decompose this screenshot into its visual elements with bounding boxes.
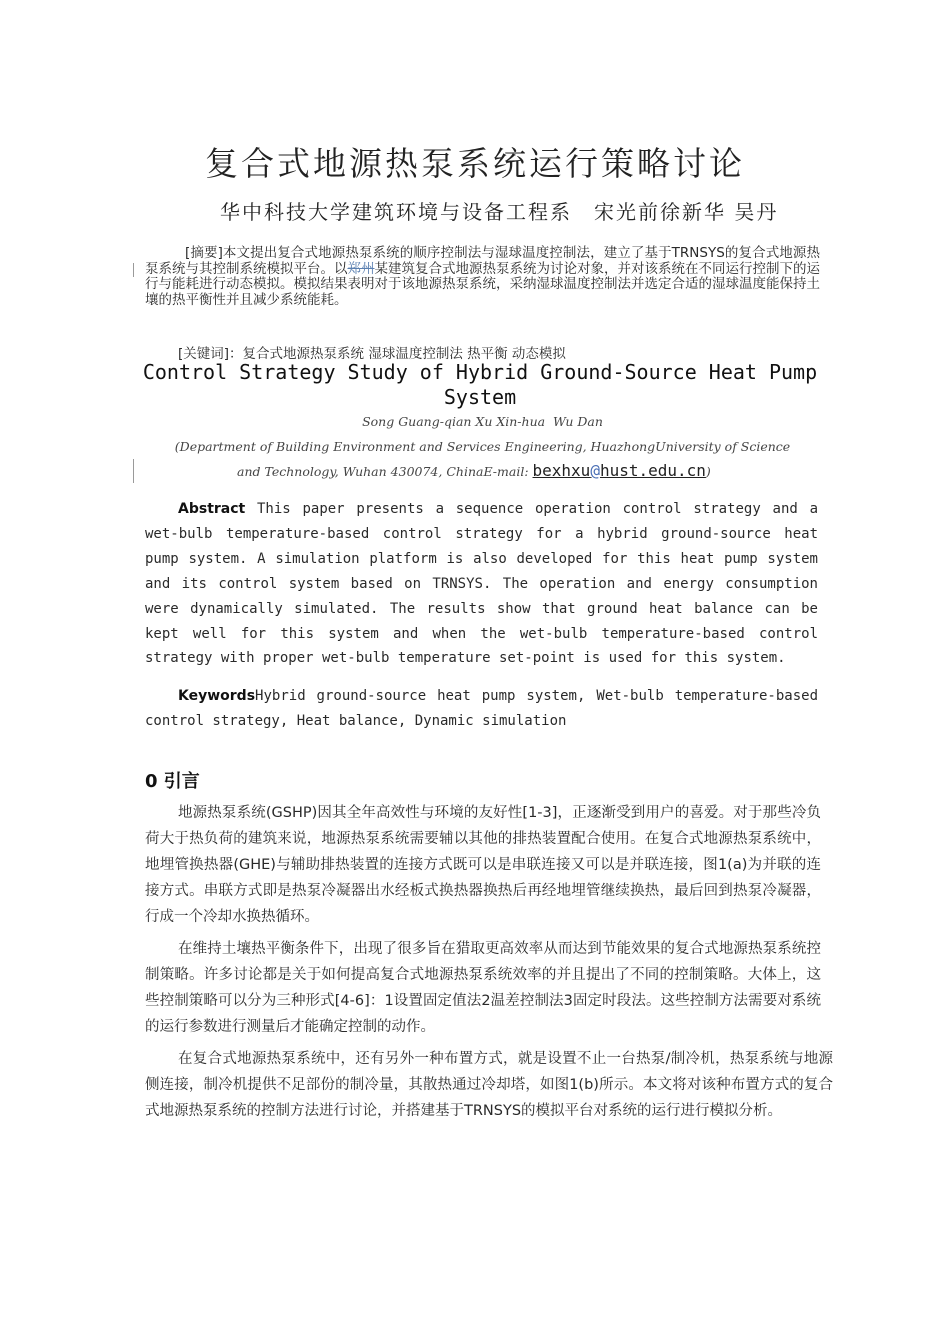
author-names-en: Song Guang-qian Xu Xin-hua Wu Dan xyxy=(362,414,603,429)
keywords-en xyxy=(145,684,818,734)
affiliation-cn: 华中科技大学建筑环境与设备工程系 xyxy=(220,200,572,224)
affiliation-en-line1: (Department of Building Environment and Services Engineering, HuazhongUniversity of Science xyxy=(174,439,791,454)
body-paragraph-3: 在复合式地源热泵系统中，还有另外一种布置方式，就是设置不止一台热泵/制冷机，热泵系统与地源侧连接，制冷机提供不足部份的制冷量，其散热通过冷却塔，如图1(b)所示。本文将对该种布置方式的复合式地源热泵系统的控制方法进行讨论，并搭建基于TRNSYS的模拟平台对系统的运行进行模拟分析。 xyxy=(145,1051,833,1119)
email-at: @ xyxy=(590,461,600,480)
email-link[interactable] xyxy=(533,461,706,480)
paper-title: 复合式地源热泵系统运行策略讨论 xyxy=(205,144,745,183)
keywords-cn: [关键词]：复合式地源热泵系统 湿球温度控制法 热平衡 动态模拟 xyxy=(178,346,566,362)
email-user: bexhxu xyxy=(532,461,591,480)
affiliation-en-line2 xyxy=(237,461,711,480)
abstract-cn-part2: 某建筑复合式地源热泵系统为讨论对象，并对该系统在不同运行控制下的运行与能耗进行动态模拟。模拟结果表明对于该地源热泵系统，采纳湿球温度控制法并选定合适的湿球温度能保持土壤的热平衡性并且减少系统能耗。 xyxy=(145,260,820,308)
affiliation-en-text: and Technology, Wuhan 430074, ChinaE-mail: xyxy=(237,464,533,479)
section-heading-intro: 0 引言 xyxy=(145,771,200,792)
abstract-cn-place: 郑州 xyxy=(347,260,375,277)
abstract-en xyxy=(145,497,818,671)
body-paragraph-1: 地源热泵系统(GSHP)因其全年高效性与环境的友好性[1-3]，正逐渐受到用户的喜爱。对于那些冷负荷大于热负荷的建筑来说，地源热泵系统需要辅以其他的排热装置配合使用。在复合式地源热泵系统中，地埋管换热器(GHE)与辅助排热装置的连接方式既可以是串联连接又可以是并联连接，图1(a)为并联的连接方式。串联方式即是热泵冷凝器出水经板式换热器换热后再经地埋管继续换热，最后回到热泵冷凝器，行成一个冷却水换热循环。 xyxy=(145,805,821,925)
keywords-en-label: Keywords xyxy=(178,688,256,704)
margin-change-bar xyxy=(133,263,134,277)
paper-title-en: Control Strategy Study of Hybrid Ground-Source Heat Pump System xyxy=(142,360,818,409)
abstract-en-label: Abstract xyxy=(178,501,246,517)
author-line-cn xyxy=(220,196,778,225)
abstract-cn-part1: [摘要]本文提出复合式地源热泵系统的顺序控制法与湿球温度控制法，建立了基于TRNSYS的复合式地源热泵系统与其控制系统模拟平台。以 xyxy=(145,245,820,277)
author-names-cn: 宋光前徐新华 吴丹 xyxy=(594,200,779,224)
margin-change-bar-2 xyxy=(133,459,134,483)
affiliation-en-close: ) xyxy=(705,464,711,479)
abstract-cn xyxy=(145,246,820,308)
keywords-en-text: Hybrid ground-source heat pump system, Wet-bulb temperature-based control strategy, Heat balance, Dynamic simulation xyxy=(145,688,818,729)
email-domain: hust.edu.cn xyxy=(599,461,706,480)
abstract-en-text: This paper presents a sequence operation control strategy and a wet-bulb temperature-based control strategy for a hybrid ground-source heat pump system. A simulation platform is also developed for this heat pump system and its control system based on TRNSYS. The operation and energy consumption were dynamically simulated. The results show that ground heat balance can be kept well for this system and when the wet-bulb temperature-based control strategy with proper wet-bulb temperature set-point is used for this system. xyxy=(145,501,818,667)
body-paragraph-2: 在维持土壤热平衡条件下，出现了很多旨在猎取更高效率从而达到节能效果的复合式地源热泵系统控制策略。许多讨论都是关于如何提高复合式地源热泵系统效率的并且提出了不同的控制策略。大体上，这些控制策略可以分为三种形式[4-6]：1设置固定值法2温差控制法3固定时段法。这些控制方法需要对系统的运行参数进行测量后才能确定控制的动作。 xyxy=(145,941,821,1035)
